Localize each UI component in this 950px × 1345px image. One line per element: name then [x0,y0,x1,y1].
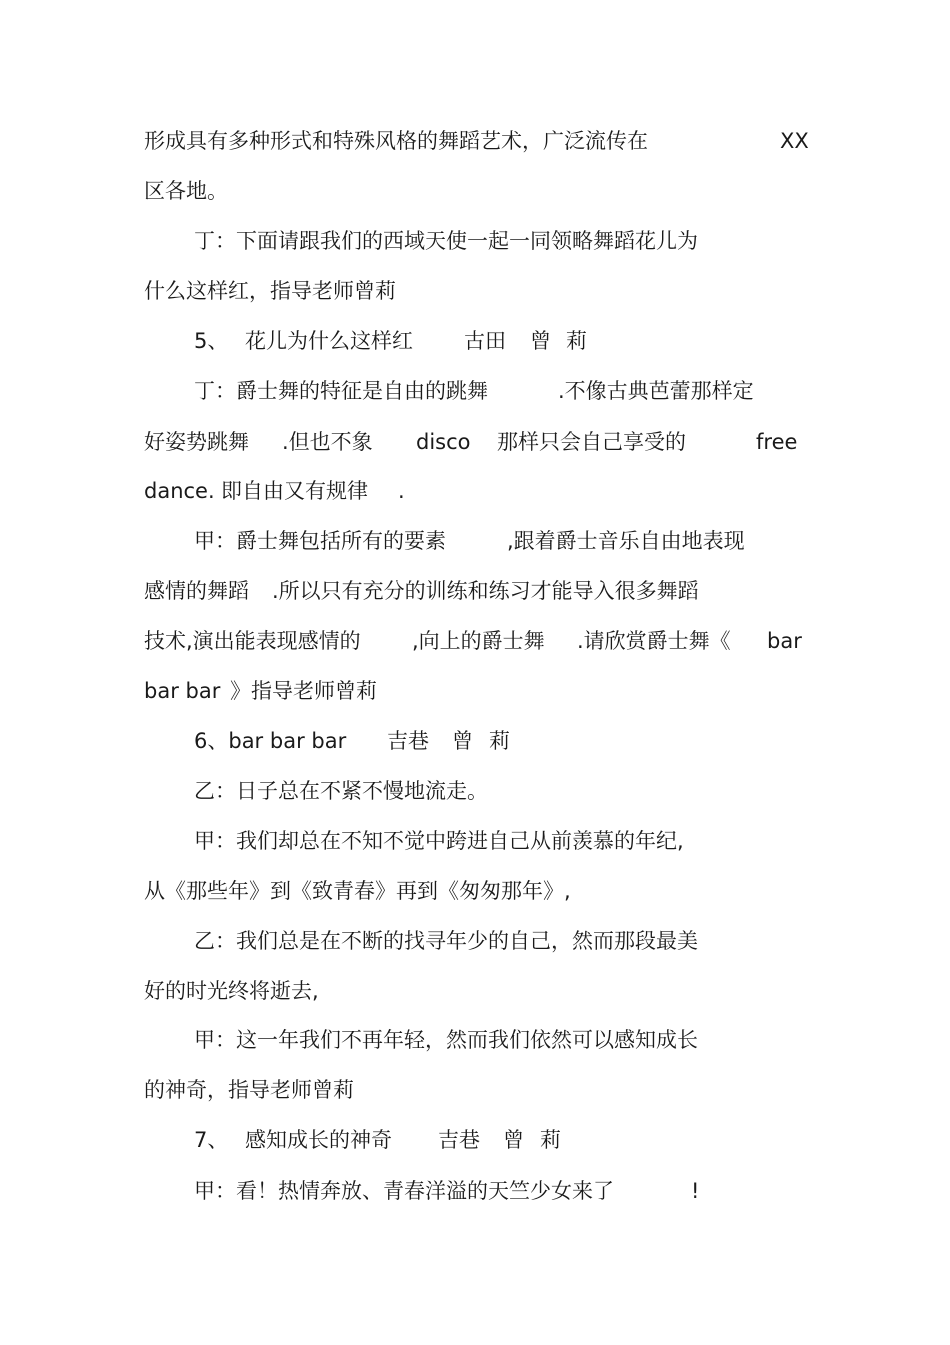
text-fragment: 技术,演出能表现感情的 [144,629,361,653]
text-fragment: ! [691,1179,700,1203]
program-title: 花儿为什么这样红 [245,329,413,353]
text-fragment: ,跟着爵士音乐自由地表现 [507,529,745,553]
program-number: 5、 [194,329,229,353]
text-fragment: 好姿势跳舞 [144,430,249,454]
text-line: 形成具有多种形式和特殊风格的舞蹈艺术，广泛流传在 [144,129,648,153]
text-fragment: dance. [144,479,215,503]
program-number: 7、 [194,1128,229,1152]
text-line: 丁：下面请跟我们的西域天使一起一同领略舞蹈花儿为 [194,229,698,253]
program-title: 感知成长的神奇 [245,1128,392,1152]
text-fragment: 即自由又有规律 [221,479,368,503]
text-fragment: bar bar [144,679,221,703]
text-line: 的神奇，指导老师曾莉 [144,1078,354,1102]
text-line: 好的时光终将逝去, [144,979,319,1003]
program-group: 吉巷 [387,729,429,753]
text-fragment: XX [780,129,809,153]
text-fragment: 那样只会自己享受的 [497,430,686,454]
program-teacher-char: 莉 [489,729,510,753]
text-fragment: .但也不象 [282,430,373,454]
text-line: 乙：日子总在不紧不慢地流走。 [194,779,488,803]
program-teacher-char: 曾 [452,729,473,753]
text-fragment: ,向上的爵士舞 [412,629,545,653]
text-fragment: .所以只有充分的训练和练习才能导入很多舞蹈 [272,579,699,603]
program-group: 吉巷 [438,1128,480,1152]
text-fragment: .不像古典芭蕾那样定 [558,379,754,403]
program-group: 古田 [464,329,506,353]
text-line: 甲：爵士舞包括所有的要素 [194,529,446,553]
text-line: 甲：这一年我们不再年轻，然而我们依然可以感知成长 [194,1028,698,1052]
text-fragment: 》指导老师曾莉 [230,679,377,703]
program-teacher-char: 莉 [540,1128,561,1152]
text-line: 丁：爵士舞的特征是自由的跳舞 [194,379,488,403]
text-line: 区各地。 [144,179,228,203]
text-fragment: free [756,430,798,454]
text-fragment: disco [416,430,471,454]
program-teacher-char: 莉 [566,329,587,353]
program-title: 6、bar bar bar [194,729,347,753]
text-line: 什么这样红，指导老师曾莉 [144,279,396,303]
text-fragment: bar [767,629,802,653]
text-line: 乙：我们总是在不断的找寻年少的自己，然而那段最美 [194,929,698,953]
program-teacher-char: 曾 [530,329,551,353]
text-line: 甲：看！热情奔放、青春洋溢的天竺少女来了 [194,1179,614,1203]
text-fragment: .请欣赏爵士舞《 [577,629,731,653]
program-teacher-char: 曾 [503,1128,524,1152]
text-line: 甲：我们却总在不知不觉中跨进自己从前羡慕的年纪, [194,829,684,853]
text-fragment: 感情的舞蹈 [144,579,249,603]
text-fragment: . [398,479,405,503]
text-line: 从《那些年》到《致青春》再到《匆匆那年》, [144,879,571,903]
